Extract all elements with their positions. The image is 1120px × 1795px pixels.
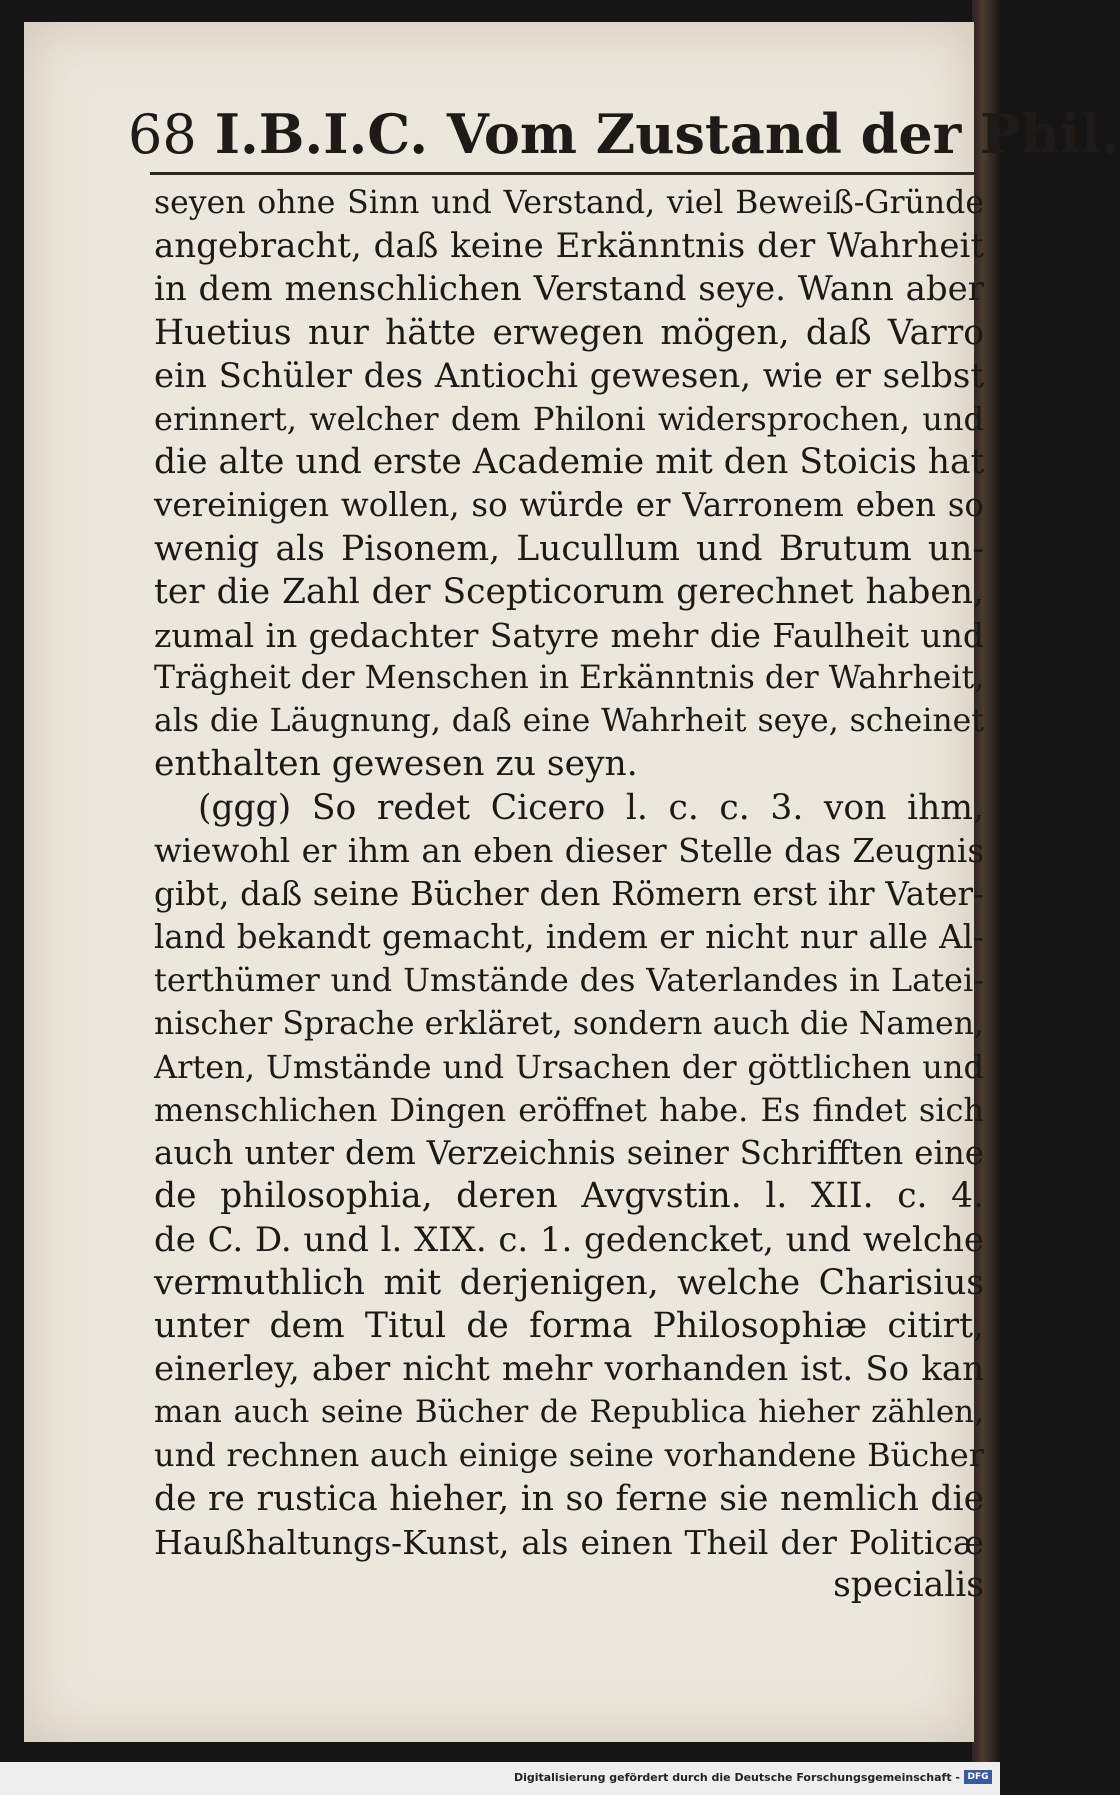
- text-line: land bekandt gemacht, indem er nicht nur alle Al-: [154, 918, 984, 957]
- text-line: nischer Sprache erkläret, sondern auch die Namen,: [154, 1005, 984, 1042]
- text-line: erinnert, welcher dem Philoni widersprochen, und: [154, 399, 984, 438]
- text-line: man auch seine Bücher de Republica hieher zählen,: [154, 1394, 984, 1431]
- text-line: de philosophia, deren Avgvstin. l. XII. c. 4.: [154, 1176, 984, 1217]
- text-line: seyen ohne Sinn und Verstand, viel Beweiß-Gründe: [154, 185, 984, 221]
- header-rule: [150, 172, 976, 175]
- funding-note: Digitalisierung gefördert durch die Deutsche Forschungsgemeinschaft -: [513, 1771, 960, 1784]
- footnote-start-line: (ggg) So redet Cicero l. c. c. 3. von ihm,: [198, 787, 984, 828]
- body-text: [154, 182, 984, 1607]
- text-line: enthalten gewesen zu seyn.: [154, 744, 638, 785]
- text-line: angebracht, daß keine Erkänntnis der Wahrheit: [154, 226, 984, 267]
- text-line: vermuthlich mit derjenigen, welche Charisius: [154, 1262, 984, 1303]
- page-header: [128, 94, 1120, 174]
- text-line: wenig als Pisonem, Lucullum und Brutum un-: [154, 528, 984, 569]
- text-line: terthümer und Umstände des Vaterlandes in Latei-: [154, 961, 984, 1000]
- text-line: Arten, Umstände und Ursachen der göttlichen und: [154, 1047, 984, 1086]
- text-line: einerley, aber nicht mehr vorhanden ist. So kan: [154, 1349, 984, 1390]
- running-title: I.B.I.C. Vom Zustand der Phil.: [214, 102, 1120, 166]
- text-line: de C. D. und l. XIX. c. 1. gedencket, und welche: [154, 1219, 984, 1260]
- text-line: Trägheit der Menschen in Erkänntnis der Wahrheit,: [154, 660, 985, 697]
- digitization-footer: [0, 1762, 1000, 1795]
- book-page: [24, 22, 1120, 1742]
- text-line: auch unter dem Verzeichnis seiner Schrifften eine: [154, 1134, 984, 1173]
- text-line: Huetius nur hätte erwegen mögen, daß Varro: [154, 312, 984, 353]
- text-line: in dem menschlichen Verstand seye. Wann aber: [154, 269, 984, 310]
- dfg-logo-icon: DFG: [964, 1770, 992, 1784]
- text-line: zumal in gedachter Satyre mehr die Faulheit und: [154, 615, 984, 655]
- text-line: Haußhaltungs-Kunst, als einen Theil der Politicæ: [154, 1522, 984, 1562]
- text-line: unter dem Titul de forma Philosophiæ citirt,: [154, 1305, 984, 1346]
- text-line: die alte und erste Academie mit den Stoicis hat: [154, 442, 985, 483]
- text-line: und rechnen auch einige seine vorhandene Bücher: [154, 1436, 984, 1475]
- text-line: ter die Zahl der Scepticorum gerechnet haben,: [154, 571, 984, 612]
- text-line: de re rustica hieher, in so ferne sie nemlich die: [154, 1478, 984, 1519]
- text-line: als die Läugnung, daß eine Wahrheit seye, scheinet: [154, 703, 984, 740]
- page-number: 68: [128, 103, 197, 166]
- text-line: vereinigen wollen, so würde er Varronem eben so: [154, 486, 984, 525]
- text-line: wiewohl er ihm an eben dieser Stelle das Zeugnis: [154, 831, 984, 870]
- text-line: ein Schüler des Antiochi gewesen, wie er selbst: [154, 355, 984, 396]
- text-line: menschlichen Dingen eröffnet habe. Es findet sich: [154, 1090, 984, 1129]
- text-line: gibt, daß seine Bücher den Römern erst ihr Vater-: [154, 875, 984, 913]
- catchword: specialis: [833, 1565, 984, 1605]
